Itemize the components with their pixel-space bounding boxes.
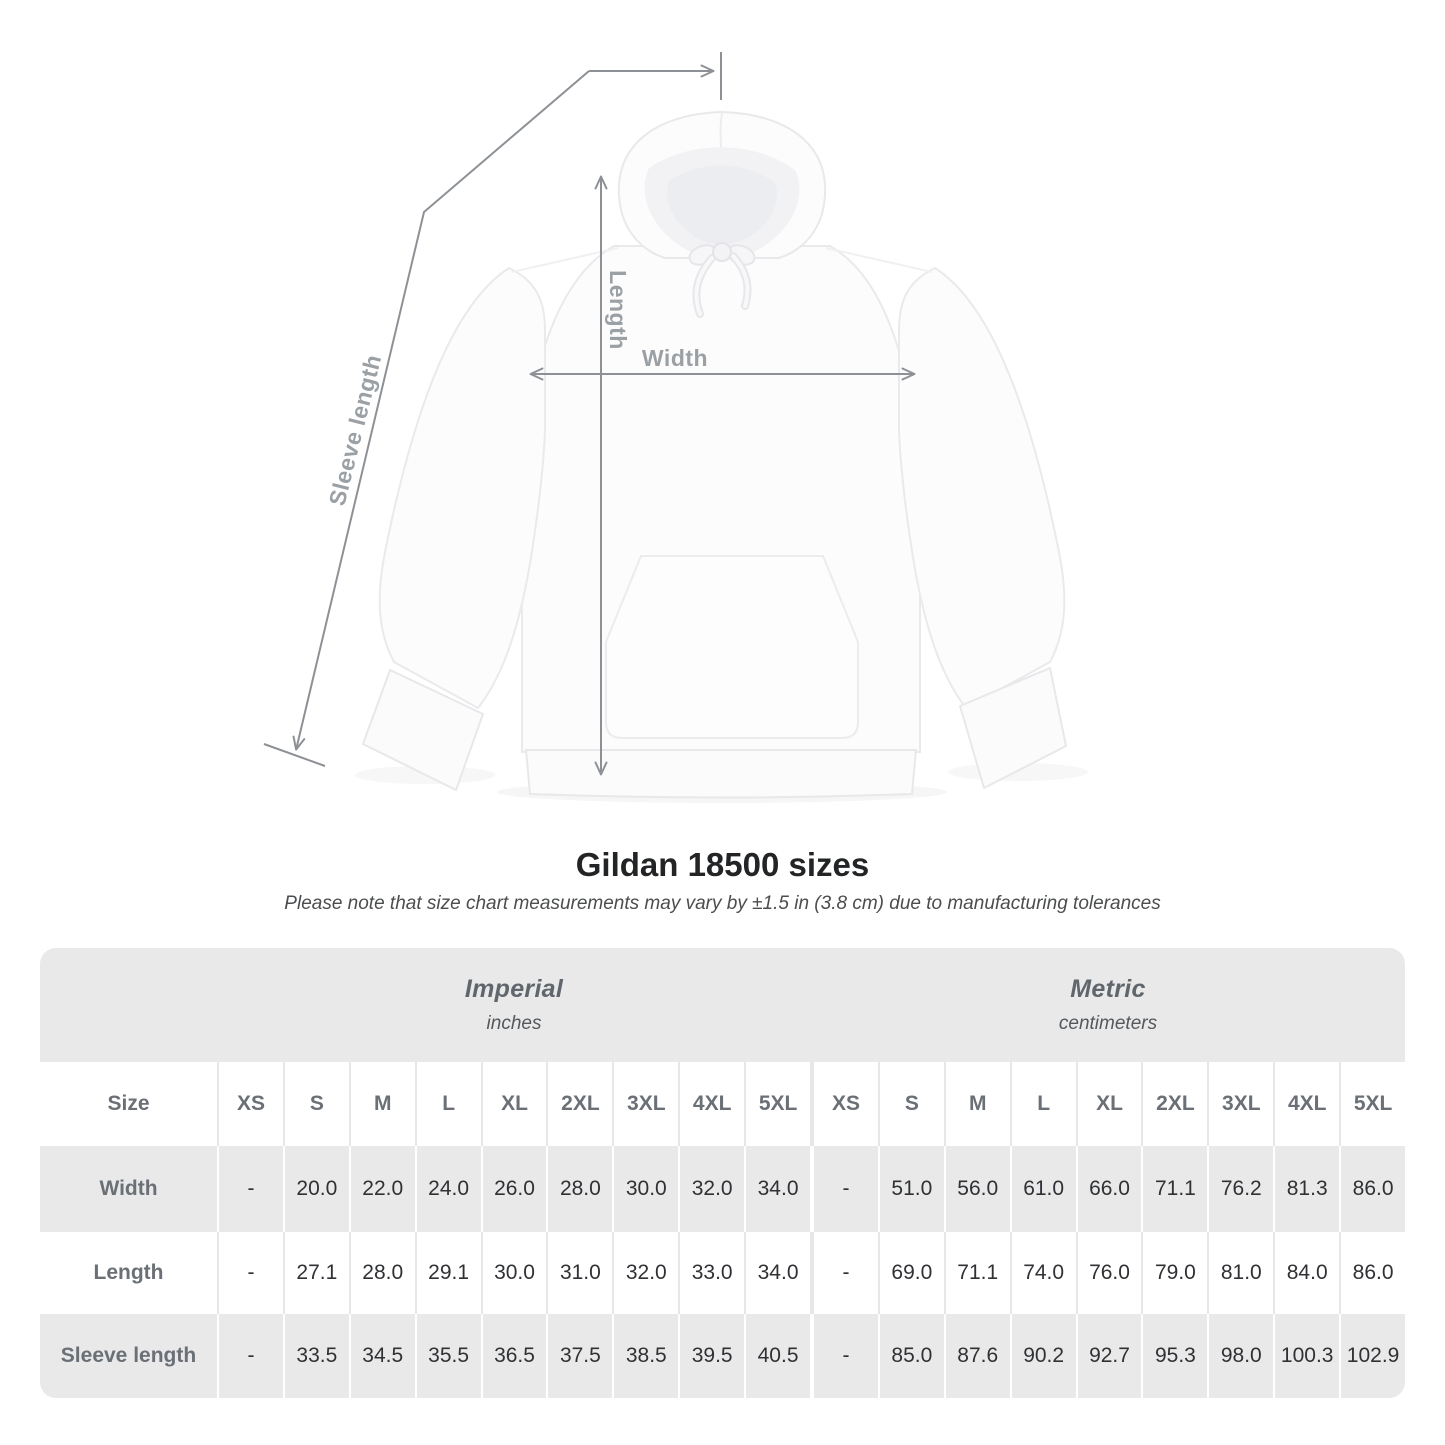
value-cell: 87.6 [944, 1314, 1010, 1398]
size-table [40, 948, 1405, 1398]
size-header-cell: 5XL [1339, 1062, 1405, 1146]
unit-band-spacer [40, 948, 217, 1062]
value-cell: 102.9 [1339, 1314, 1405, 1398]
sleeve-length-dimension-label: Sleeve length [323, 351, 387, 509]
value-cell: 35.5 [415, 1314, 481, 1398]
value-cell: 33.0 [678, 1232, 744, 1314]
metric-sublabel: centimeters [1058, 1013, 1158, 1034]
drawcord-knot [713, 243, 731, 261]
value-cell: 39.5 [678, 1314, 744, 1398]
value-cell: 37.5 [546, 1314, 612, 1398]
value-cell: 100.3 [1273, 1314, 1339, 1398]
cuff-tick [264, 744, 325, 766]
value-cell: 31.0 [546, 1232, 612, 1314]
value-cell: 38.5 [612, 1314, 678, 1398]
size-header-cell: M [349, 1062, 415, 1146]
size-header-cell: 2XL [546, 1062, 612, 1146]
width-dimension-label: Width [641, 345, 709, 371]
value-cell: - [810, 1232, 878, 1314]
tolerance-note: Please note that size chart measurements may vary by ±1.5 in (3.8 cm) due to manufacturing tolerances [284, 893, 1161, 914]
value-cell: 76.2 [1207, 1146, 1273, 1232]
value-cell: 30.0 [612, 1146, 678, 1232]
value-cell: 56.0 [944, 1146, 1010, 1232]
value-cell: 32.0 [612, 1232, 678, 1314]
metric-label: Metric [1070, 975, 1146, 1003]
value-cell: 98.0 [1207, 1314, 1273, 1398]
value-cell: - [217, 1314, 283, 1398]
value-cell: 30.0 [481, 1232, 547, 1314]
value-cell: 92.7 [1076, 1314, 1142, 1398]
size-header-cell: 3XL [1207, 1062, 1273, 1146]
value-cell: 61.0 [1010, 1146, 1076, 1232]
value-cell: 27.1 [283, 1232, 349, 1314]
page-title: Gildan 18500 sizes [575, 846, 870, 883]
value-cell: 51.0 [878, 1146, 944, 1232]
size-header-row [40, 1062, 1405, 1146]
value-cell: 84.0 [1273, 1232, 1339, 1314]
row-label: Width [99, 1177, 158, 1200]
imperial-unit-header [217, 948, 811, 1062]
value-cell: 33.5 [283, 1314, 349, 1398]
value-cell: 24.0 [415, 1146, 481, 1232]
value-cell: 34.0 [744, 1232, 810, 1314]
value-cell: 34.5 [349, 1314, 415, 1398]
value-cell: 28.0 [349, 1232, 415, 1314]
value-cell: 76.0 [1076, 1232, 1142, 1314]
value-cell: 74.0 [1010, 1232, 1076, 1314]
row-label: Length [93, 1261, 164, 1284]
imperial-sublabel: inches [486, 1013, 542, 1034]
length-dimension-label: Length [605, 270, 631, 350]
value-cell: 81.0 [1207, 1232, 1273, 1314]
size-header-cell: XS [217, 1062, 283, 1146]
hoodie-pocket [606, 556, 858, 738]
size-header-cell: 4XL [1273, 1062, 1339, 1146]
value-cell: 86.0 [1339, 1146, 1405, 1232]
size-header-cell: L [1010, 1062, 1076, 1146]
table-row-length [40, 1232, 1405, 1314]
size-header-cell: L [415, 1062, 481, 1146]
row-label: Sleeve length [60, 1344, 197, 1367]
hoodie-hem [526, 750, 916, 798]
table-row-sleeve-length [40, 1314, 1405, 1398]
value-cell: 34.0 [744, 1146, 810, 1232]
size-header-cell: S [878, 1062, 944, 1146]
value-cell: 95.3 [1141, 1314, 1207, 1398]
value-cell: 22.0 [349, 1146, 415, 1232]
value-cell: 20.0 [283, 1146, 349, 1232]
value-cell: 29.1 [415, 1232, 481, 1314]
value-cell: - [217, 1146, 283, 1232]
value-cell: 86.0 [1339, 1232, 1405, 1314]
value-cell: - [217, 1232, 283, 1314]
value-cell: 79.0 [1141, 1232, 1207, 1314]
value-cell: 32.0 [678, 1146, 744, 1232]
value-cell: 71.1 [944, 1232, 1010, 1314]
value-cell: 66.0 [1076, 1146, 1142, 1232]
value-cell: 69.0 [878, 1232, 944, 1314]
size-header-cell: XL [1076, 1062, 1142, 1146]
value-cell: 85.0 [878, 1314, 944, 1398]
value-cell: - [810, 1146, 878, 1232]
size-header-cell: 5XL [744, 1062, 810, 1146]
table-row-width [40, 1146, 1405, 1232]
hoodie-sleeve-right [899, 268, 1064, 708]
value-cell: 90.2 [1010, 1314, 1076, 1398]
metric-unit-header [811, 948, 1405, 1062]
value-cell: - [810, 1314, 878, 1398]
imperial-label: Imperial [464, 975, 564, 1003]
value-cell: 81.3 [1273, 1146, 1339, 1232]
value-cell: 36.5 [481, 1314, 547, 1398]
value-cell: 28.0 [546, 1146, 612, 1232]
size-header-cell: M [944, 1062, 1010, 1146]
size-header-cell: 4XL [678, 1062, 744, 1146]
value-cell: 71.1 [1141, 1146, 1207, 1232]
size-header-cell: XL [481, 1062, 547, 1146]
size-header-cell: S [283, 1062, 349, 1146]
size-header-cell: XS [810, 1062, 878, 1146]
size-header-cell: 2XL [1141, 1062, 1207, 1146]
size-column-header: Size [107, 1092, 150, 1115]
hoodie-sleeve-left [380, 268, 545, 708]
unit-band-row [40, 948, 1405, 1062]
value-cell: 26.0 [481, 1146, 547, 1232]
value-cell: 40.5 [744, 1314, 810, 1398]
size-header-cell: 3XL [612, 1062, 678, 1146]
